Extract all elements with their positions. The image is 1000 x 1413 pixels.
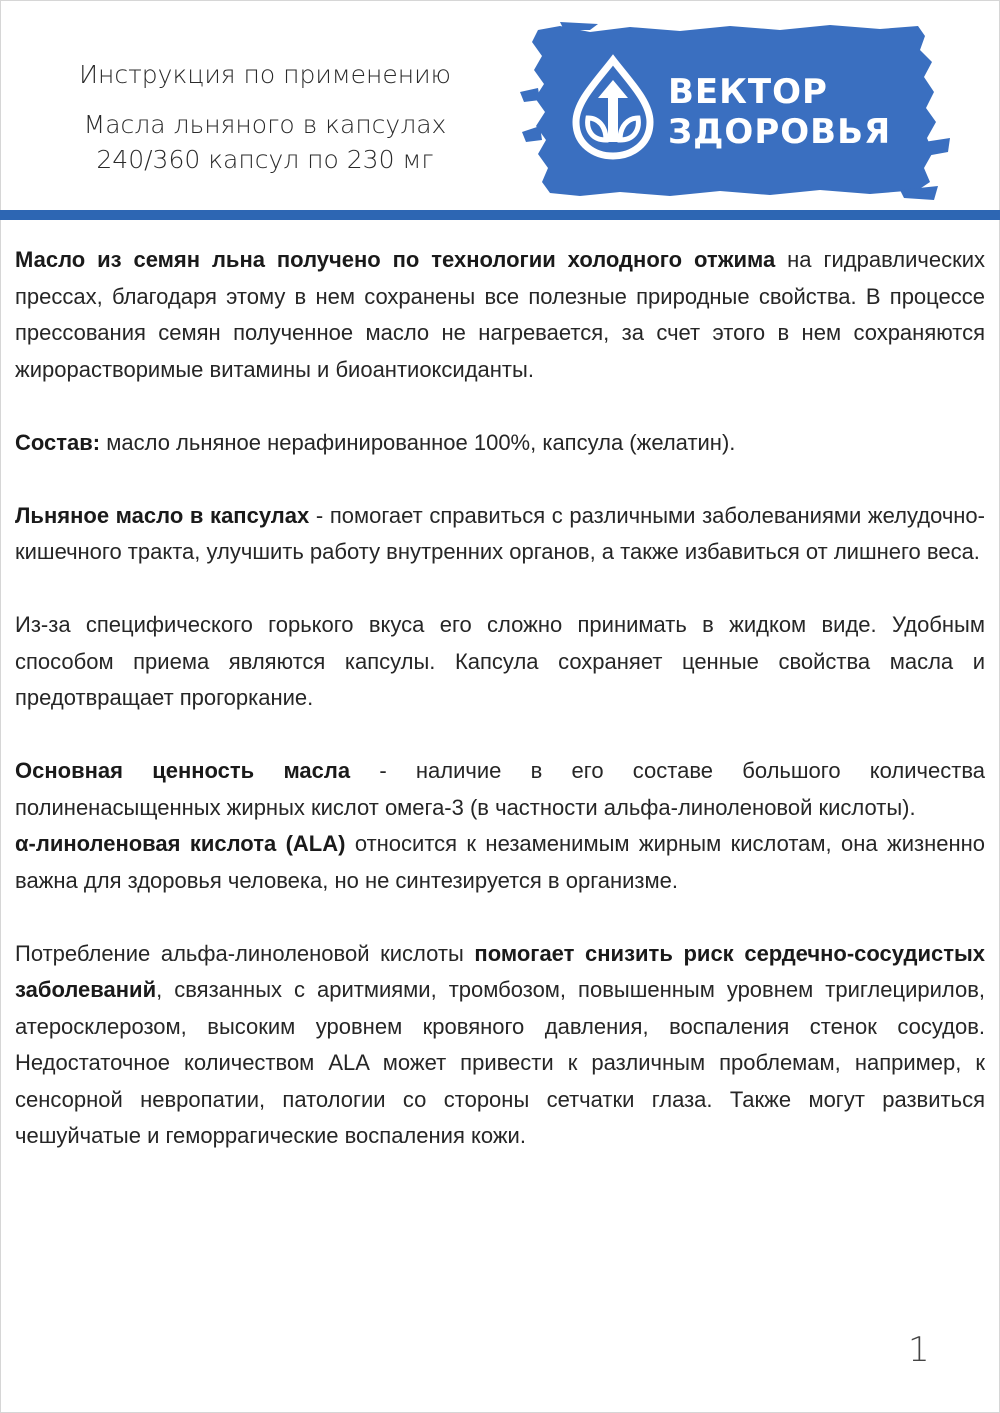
paragraph-bold-lead: Льняное масло в капсулах <box>15 502 310 528</box>
document-title-line-3: 240/360 капсул по 230 мг <box>96 145 434 174</box>
paragraph-text: , связанных с аритмиями, тромбозом, повышенным уровнем триглецирилов, атеросклерозом, высоким уровнем кровяного давления, воспаления стенок сосудов. Недостаточное количеством ALA может привести к различным проблемам, например, к сенсорной невропатии, патологии со стороны сетчатки глаза. Также могут развиться чешуйчатые и геморрагические воспаления кожи. <box>15 977 985 1148</box>
paragraph-composition <box>15 425 985 462</box>
paragraph-bold-lead: α-линоленовая кислота (ALA) <box>15 831 346 856</box>
paragraph-text: Из-за специфического горького вкуса его сложно принимать в жидком виде. Удобным способом приема являются капсулы. Капсула сохраняет ценные свойства масла и предотвращает прогоркание. <box>15 612 985 710</box>
paragraph-text: Потребление альфа-линоленовой кислоты <box>15 940 475 966</box>
brand-logo <box>520 22 950 202</box>
paragraph-text: - наличие в его составе большого количества полиненасыщенных жирных кислот омега-3 (в частности альфа-линоленовой кислоты). <box>15 758 985 820</box>
logo-text-line-1: ВЕКТОР <box>668 72 828 112</box>
page-number: 1 <box>908 1330 930 1370</box>
paragraph-bold-lead: Масло из семян льна получено по технологии холодного отжима <box>15 247 776 272</box>
paragraph-capsule-form <box>15 607 985 717</box>
logo-text-line-2: ЗДОРОВЬЯ <box>668 112 892 152</box>
document-title-line-2: Масла льняного в капсулах <box>83 110 447 139</box>
paragraph-text: масло льняное нерафинированное 100%, капсула (желатин). <box>100 429 736 455</box>
instruction-body <box>15 242 985 1155</box>
droplet-arrow-leaf-icon <box>558 52 668 162</box>
paragraph-bold-emphasis: помогает снизить риск сердечно-сосудистых заболеваний <box>15 940 985 1002</box>
paragraph-text: - помогает справиться с различными заболеваниями желудочно-кишечного тракта, улучшить работу внутренних органов, а также избавиться от лишнего веса. <box>15 502 985 564</box>
paragraph-cardio <box>15 936 985 1155</box>
paragraph-ala <box>15 826 985 899</box>
paragraph-cold-press <box>15 242 985 388</box>
paragraph-bold-lead: Состав: <box>15 429 101 455</box>
paragraph-text: на гидравлических прессах, благодаря этому в нем сохранены все полезные природные свойства. В процессе прессования семян полученное масло не нагревается, за счет этого в нем сохраняются жирорастворимые витамины и биоантиоксиданты. <box>15 247 985 382</box>
paragraph-text: относится к незаменимым жирным кислотам, она жизненно важна для здоровья человека, но не синтезируется в организме. <box>15 831 985 893</box>
document-title-line-1: Инструкция по применению <box>79 60 451 89</box>
paragraph-benefits <box>15 498 985 571</box>
paragraph-bold-lead: Основная ценность масла <box>15 758 351 783</box>
header-divider <box>0 210 1000 220</box>
paragraph-main-value <box>15 753 985 826</box>
